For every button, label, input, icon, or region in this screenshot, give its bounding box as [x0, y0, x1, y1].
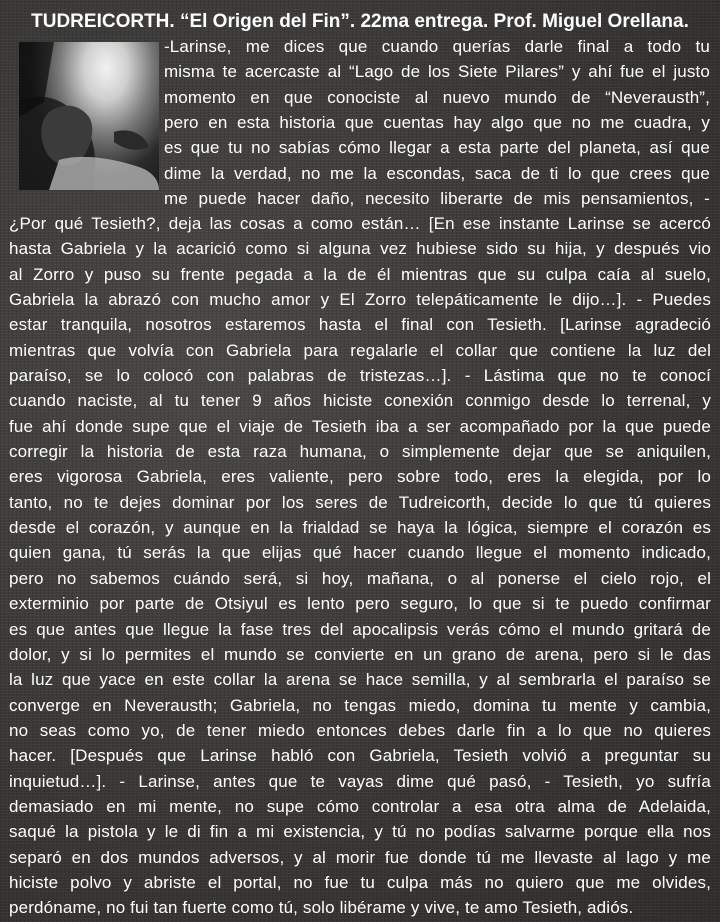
text-line: me puede hacer daño, necesito liberarte de mis pensamientos, -	[164, 189, 710, 209]
text-line: ¿Por qué Tesieth?, deja las cosas a como están… [En ese instante Larinse se acercó	[9, 214, 711, 233]
paragraph-body	[9, 211, 711, 921]
text-line: la luz que yace en este collar la arena se hace semilla, y al sembrarla el paraíso se	[9, 670, 711, 690]
text-line: dolor, y si lo permites el mundo se convierte en un grano de arena, pero si le das	[9, 644, 711, 664]
text-line: corregir la historia de esta raza humana, o simplemente dejar que se aniquilen,	[9, 442, 711, 462]
text-line: misma te acercaste al “Lago de los Siete Pilares” y ahí fue el justo	[164, 62, 710, 82]
text-line: separó en dos mundos adversos, y al morir fue donde tú me llevaste al lago y me	[9, 847, 711, 867]
text-line: fue ahí donde supe que el viaje de Tesieth iba a ser acompañado por la que puede	[9, 416, 711, 436]
text-line: converge en Neverausth; Gabriela, no tengas miedo, domina tu mente y cambia,	[9, 695, 711, 715]
text-line: desde el corazón, y aunque en la frialdad se haya la lógica, siempre el corazón es	[9, 518, 711, 538]
text-line: es que tu no sabías cómo llegar a esta parte del planeta, así que	[164, 138, 710, 158]
text-line: inquietud…]. - Larinse, antes que te vayas dime qué pasó, - Tesieth, yo sufría	[9, 771, 711, 791]
text-line: hacer. [Después que Larinse habló con Gabriela, Tesieth volvió a preguntar su	[9, 746, 711, 766]
text-line: estar tranquila, nosotros estaremos hasta el final con Tesieth. [Larinse agradeció	[9, 315, 711, 335]
text-line: tanto, no te dejes dominar por los seres de Tudreicorth, decide lo que tú quieres	[9, 492, 711, 512]
black-and-white-photo	[19, 42, 159, 190]
text-line: pero en esta historia que cuentas hay algo que no me cuadra, y	[164, 113, 710, 133]
page-title: TUDREICORTH. “El Origen del Fin”. 22ma entrega. Prof. Miguel Orellana.	[31, 11, 689, 32]
text-line: exterminio por parte de Otsiyul es lento pero seguro, lo que si te puedo confirmar	[9, 594, 711, 614]
text-line: demasiado en mi mente, no supe cómo controlar a esa otra alma de Adelaida,	[9, 796, 711, 816]
text-line: hasta Gabriela y la acarició como si alguna vez hubiese sido su hija, y después vio	[9, 239, 711, 259]
text-line: Gabriela la abrazó con mucho amor y El Zorro telepáticamente le dijo…]. - Puedes	[9, 290, 711, 310]
text-line: momento en que conociste al nuevo mundo de “Neverausth”,	[164, 87, 710, 107]
text-line: dime la verdad, no me la escondas, saca de ti lo que crees que	[164, 163, 710, 183]
text-line: no seas como yo, de tener miedo entonces debes darle fin a lo que no quieres	[9, 720, 711, 740]
text-line: pero no sabemos cuándo será, si hoy, mañana, o al ponerse el cielo rojo, el	[9, 568, 711, 588]
text-line: -Larinse, me dices que cuando querías darle final a todo tu	[164, 37, 710, 56]
text-line: paraíso, se lo colocó con palabras de tristezas…]. - Lástima que no te conocí	[9, 366, 711, 386]
text-line: saqué la pistola y le di fin a mi existencia, y tú no podías salvarme porque ella nos	[9, 822, 711, 842]
text-line: hiciste polvo y abriste el portal, no fue tu culpa más no quiero que me olvides,	[9, 872, 711, 892]
text-line: quien gana, tú serás la que elijas qué hacer cuando llegue el momento indicado,	[9, 543, 711, 563]
text-line: cuando naciste, al tu tener 9 años hiciste conexión conmigo desde lo terrenal, y	[9, 391, 711, 411]
text-line: es que antes que llegue la fase tres del apocalipsis verás cómo el mundo gritará de	[9, 619, 711, 639]
text-line: perdóname, no fui tan fuerte como tú, solo libérame y vive, te amo Tesieth, adiós.	[9, 898, 634, 918]
text-line: eres vigorosa Gabriela, eres valiente, pero sobre todo, eres la elegida, por lo	[9, 467, 711, 487]
text-line: al Zorro y puso su frente pegada a la de él mientras que su culpa caía al suelo,	[9, 264, 711, 284]
text-line: mientras que volvía con Gabriela para regalarle el collar que contiene la luz del	[9, 340, 711, 360]
paragraph-intro	[164, 34, 710, 211]
